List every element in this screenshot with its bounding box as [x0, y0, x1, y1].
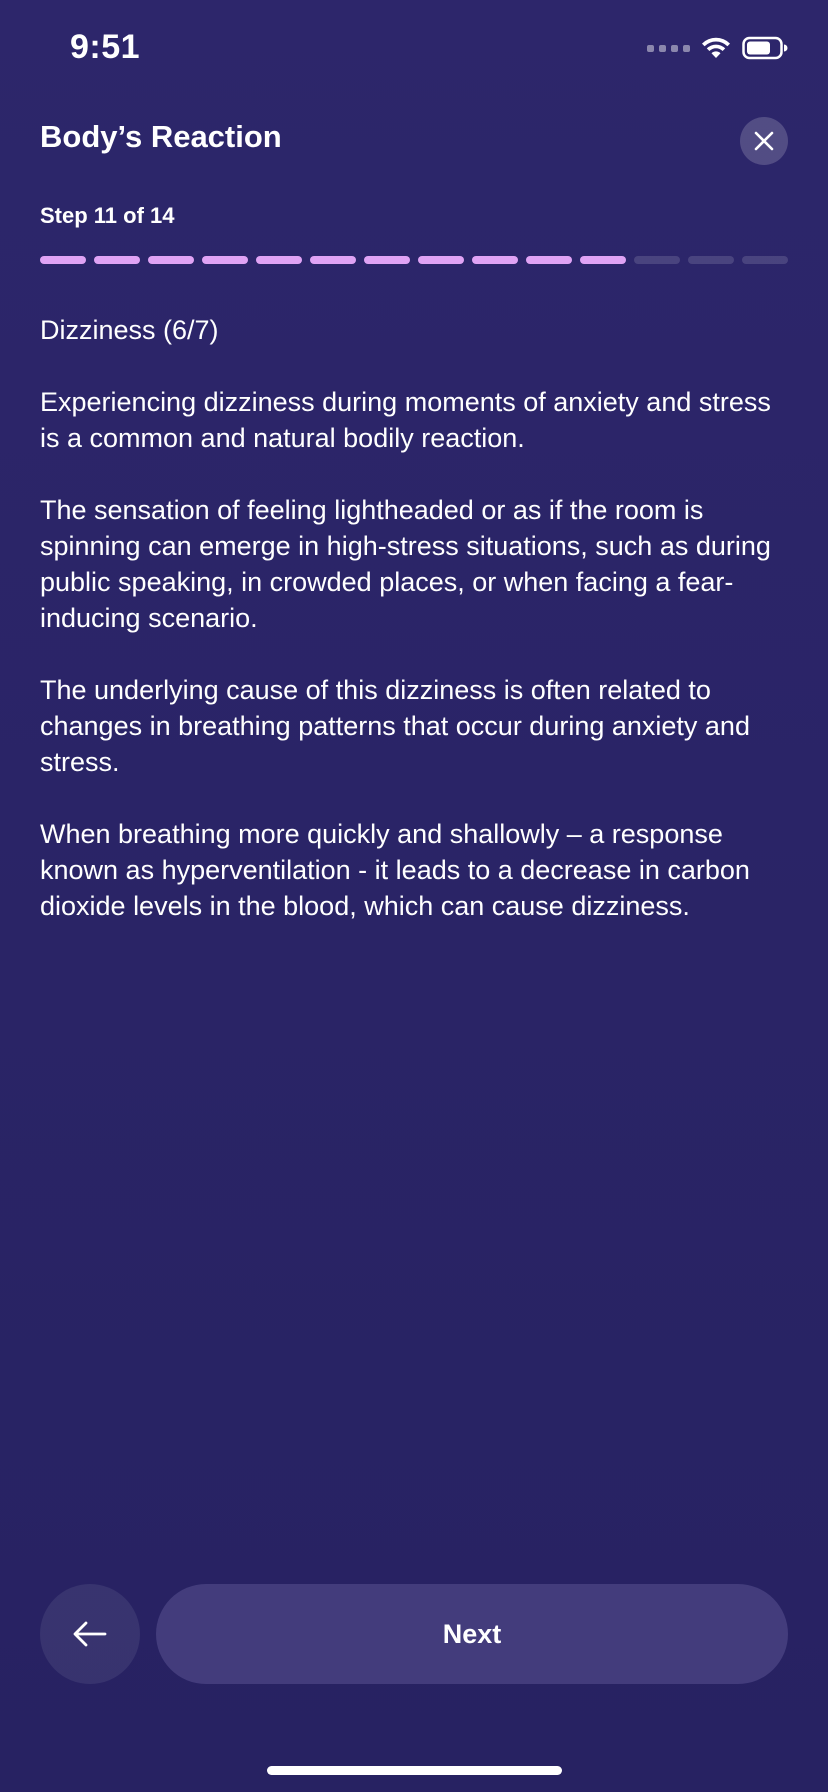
status-bar [0, 0, 828, 100]
paragraph: When breathing more quickly and shallowly – a response known as hyperventilation - it leads to a decrease in carbon dioxide levels in the blood, which can cause dizziness. [40, 819, 750, 921]
lesson-content [40, 312, 790, 960]
progress-segment-incomplete [634, 256, 680, 264]
header [40, 115, 788, 165]
step-label: Step 11 of 14 [40, 203, 175, 228]
step-progress-bar [40, 256, 788, 264]
next-button[interactable]: Next [156, 1584, 788, 1684]
progress-segment-complete [418, 256, 464, 264]
progress-segment-complete [580, 256, 626, 264]
progress-segment-complete [148, 256, 194, 264]
progress-segment-incomplete [742, 256, 788, 264]
status-time: 9:51 [70, 28, 141, 66]
progress-segment-complete [364, 256, 410, 264]
battery-icon [742, 36, 788, 60]
progress-segment-complete [256, 256, 302, 264]
progress-segment-complete [526, 256, 572, 264]
progress-segment-complete [472, 256, 518, 264]
paragraph: The underlying cause of this dizziness is often related to changes in breathing patterns that occur during anxiety and stress. [40, 675, 750, 777]
paragraph: The sensation of feeling lightheaded or as if the room is spinning can emerge in high-stress situations, such as during public speaking, in crowded places, or when facing a fear-inducing scenario. [40, 495, 771, 633]
arrow-left-icon [72, 1620, 108, 1648]
progress-segment-complete [310, 256, 356, 264]
close-button[interactable] [740, 117, 788, 165]
status-icons [647, 36, 788, 60]
home-indicator [267, 1766, 562, 1775]
progress-segment-complete [40, 256, 86, 264]
progress-segment-incomplete [688, 256, 734, 264]
close-icon [753, 130, 775, 152]
progress-segment-complete [94, 256, 140, 264]
progress-segment-complete [202, 256, 248, 264]
section-subtitle: Dizziness (6/7) [40, 315, 219, 345]
cellular-signal-icon [647, 45, 690, 52]
wifi-icon [700, 36, 732, 60]
page-title: Body’s Reaction [40, 119, 282, 154]
paragraph: Experiencing dizziness during moments of anxiety and stress is a common and natural bodily reaction. [40, 387, 771, 453]
back-button[interactable] [40, 1584, 140, 1684]
